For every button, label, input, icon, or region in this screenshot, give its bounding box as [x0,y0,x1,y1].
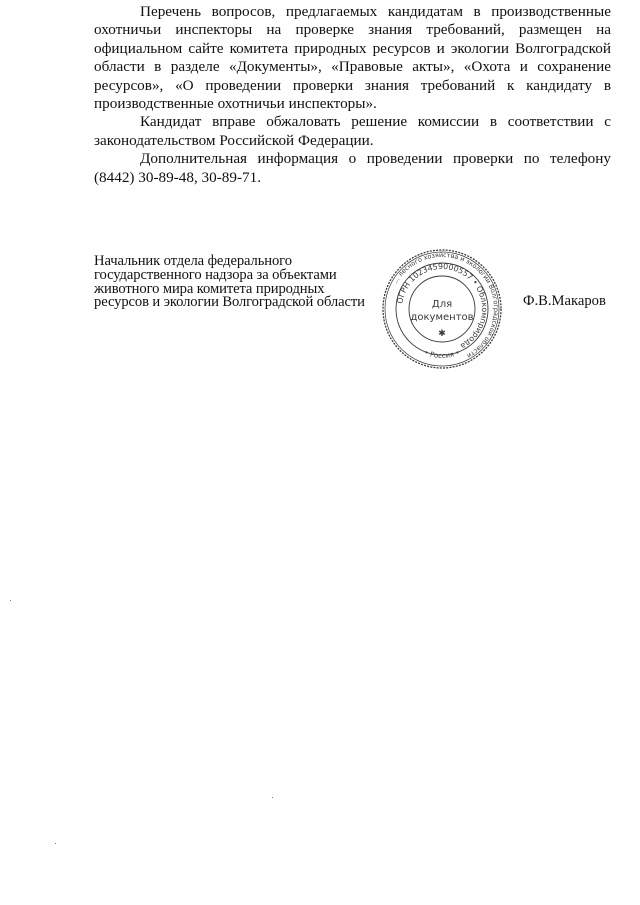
scan-speck [55,843,56,844]
stamp-bottom-text: • Россия • [422,348,462,361]
stamp-center-line1: Для [431,299,453,310]
signatory-title-line: животного мира комитета природных [94,280,325,297]
signatory-title-line: государственного надзора за объектами [94,266,337,283]
stamp-ring-text: ОГРН 1023459000557 • Облкомприрода [395,261,490,351]
official-seal-stamp [381,248,503,370]
paragraph-question-list: Перечень вопросов, предлагаемых кандидатам в производственные охотничьи инспекторы на проверке знания требований, размещен на официальном сайте комитета природных ресурсов и экологии Волгоградской области в разделе «Документы», «Правовые акты», «Охота и сохранение ресурсов», «О проведении проверки знания требований к кандидату в производственные охотничьи инспекторы». [94,3,611,113]
paragraph-appeal-right: Кандидат вправе обжаловать решение комиссии в соответствии с законодательством Российской Федерации. [94,113,611,149]
signatory-name: Ф.В.Макаров [523,293,606,309]
body-text [94,3,611,187]
signatory-title [94,255,394,310]
scan-speck [10,600,11,601]
stamp-star-icon: ✱ [438,329,446,339]
signatory-title-line: Начальник отдела федерального [94,253,292,269]
stamp-outer-text: … лесного хозяйства и экологии Волгоградской области [391,250,501,361]
stamp-center-line2: документов [410,312,474,323]
scan-speck [272,797,273,798]
paragraph-contact-info: Дополнительная информация о проведении проверки по телефону (8442) 30-89-48, 30-89-71. [94,150,611,186]
signatory-title-line: ресурсов и экологии Волгоградской области [94,294,365,311]
